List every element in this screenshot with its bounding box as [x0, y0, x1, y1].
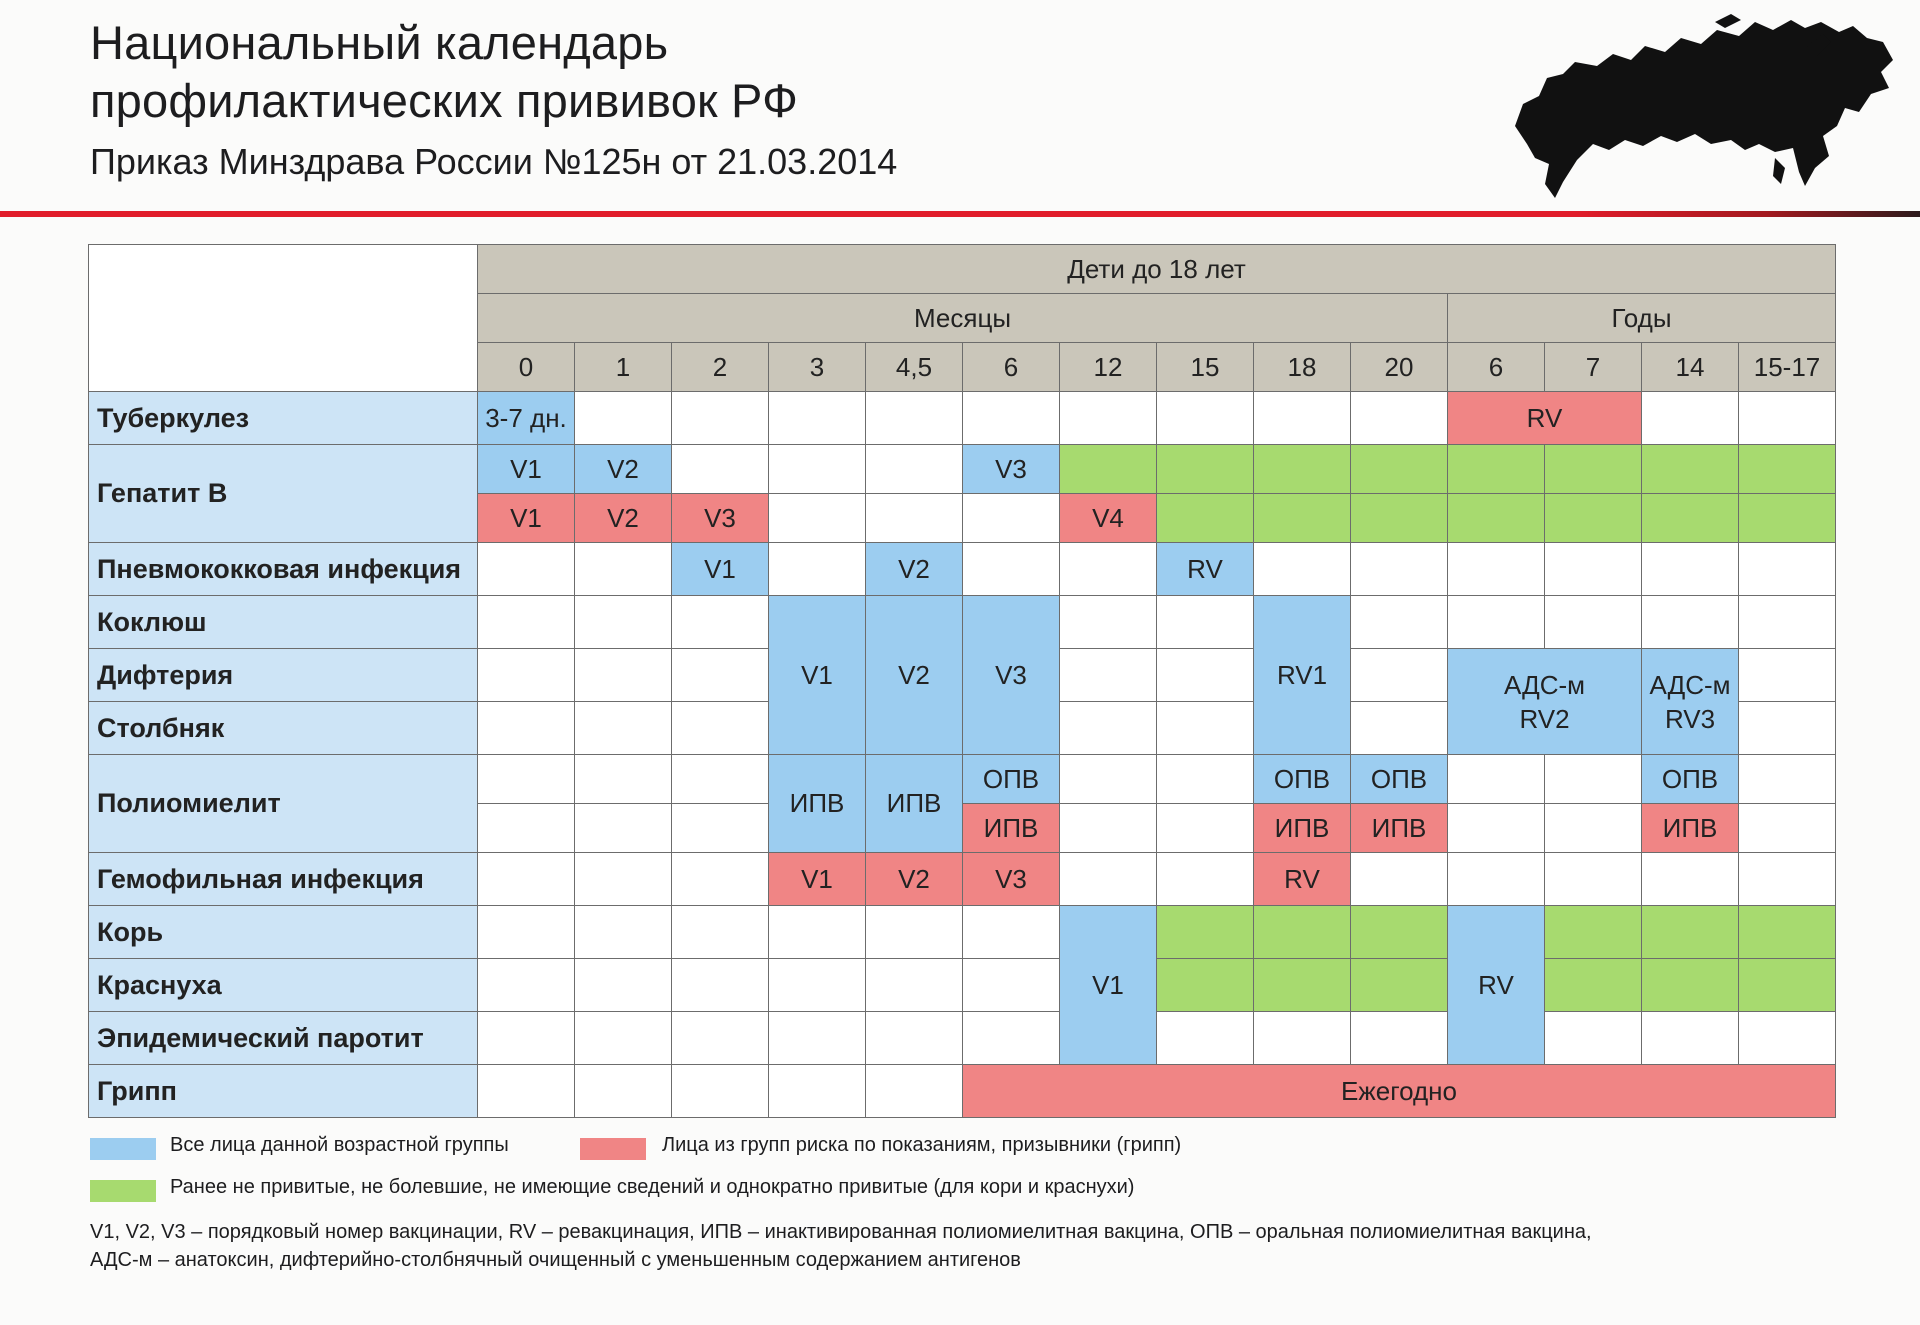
months-header: Месяцы [478, 294, 1448, 343]
schedule-cell [963, 494, 1060, 543]
schedule-cell [478, 906, 575, 959]
schedule-cell [1545, 543, 1642, 596]
schedule-cell: ОПВ [1642, 755, 1739, 804]
schedule-cell: Ежегодно [963, 1065, 1836, 1118]
schedule-cell: ОПВ [1254, 755, 1351, 804]
schedule-cell [1351, 853, 1448, 906]
schedule-cell [1060, 755, 1157, 804]
schedule-cell [1739, 1012, 1836, 1065]
schedule-cell [575, 906, 672, 959]
schedule-cell [1642, 494, 1739, 543]
schedule-cell [672, 702, 769, 755]
schedule-cell [1739, 959, 1836, 1012]
years-header: Годы [1448, 294, 1836, 343]
schedule-cell [1351, 906, 1448, 959]
schedule-cell [1448, 445, 1545, 494]
schedule-cell [1351, 494, 1448, 543]
schedule-cell [1060, 649, 1157, 702]
schedule-cell [1545, 1012, 1642, 1065]
schedule-cell [1545, 445, 1642, 494]
schedule-cell [866, 906, 963, 959]
schedule-cell [1642, 853, 1739, 906]
schedule-cell [672, 1065, 769, 1118]
schedule-cell [478, 1065, 575, 1118]
schedule-cell [575, 702, 672, 755]
schedule-cell [478, 543, 575, 596]
legend-swatch-blue [90, 1138, 156, 1160]
disease-label-tuberculosis: Туберкулез [89, 392, 478, 445]
schedule-cell [1545, 596, 1642, 649]
age-col-header: 6 [963, 343, 1060, 392]
disease-label-tetanus: Столбняк [89, 702, 478, 755]
schedule-cell: ИПВ [963, 804, 1060, 853]
schedule-cell: V3 [672, 494, 769, 543]
schedule-cell [866, 959, 963, 1012]
age-col-header: 3 [769, 343, 866, 392]
schedule-cell [1351, 596, 1448, 649]
schedule-cell [1254, 543, 1351, 596]
schedule-cell [575, 543, 672, 596]
schedule-cell [866, 1012, 963, 1065]
schedule-cell [1351, 649, 1448, 702]
schedule-cell: RV [1448, 392, 1642, 445]
schedule-cell [478, 649, 575, 702]
age-col-header: 15 [1157, 343, 1254, 392]
disease-label-rubella: Краснуха [89, 959, 478, 1012]
age-col-header: 12 [1060, 343, 1157, 392]
schedule-cell: V2 [575, 494, 672, 543]
schedule-cell [1545, 494, 1642, 543]
schedule-cell [1060, 392, 1157, 445]
page-title-line-1: Национальный календарь [90, 16, 669, 69]
schedule-cell [1448, 804, 1545, 853]
schedule-cell [1739, 906, 1836, 959]
schedule-cell [1545, 906, 1642, 959]
schedule-cell [1351, 702, 1448, 755]
schedule-cell [866, 494, 963, 543]
schedule-cell [1060, 596, 1157, 649]
schedule-cell [478, 596, 575, 649]
schedule-cell [1642, 445, 1739, 494]
schedule-cell: ИПВ [1254, 804, 1351, 853]
schedule-cell: RV [1157, 543, 1254, 596]
schedule-cell: V3 [963, 445, 1060, 494]
schedule-cell [1739, 853, 1836, 906]
schedule-cell [1254, 494, 1351, 543]
page-subtitle: Приказ Минздрава России №125н от 21.03.2014 [90, 141, 898, 182]
page-title-line-2: профилактических прививок РФ [90, 74, 799, 127]
schedule-cell: V2 [866, 853, 963, 906]
schedule-cell [1739, 702, 1836, 755]
schedule-cell: V1 [478, 494, 575, 543]
schedule-cell [1545, 959, 1642, 1012]
table-corner [89, 245, 478, 392]
schedule-cell [478, 1012, 575, 1065]
schedule-cell [672, 853, 769, 906]
schedule-cell [1448, 596, 1545, 649]
schedule-cell [1060, 702, 1157, 755]
schedule-cell [1448, 543, 1545, 596]
disease-label-hib: Гемофильная инфекция [89, 853, 478, 906]
disease-label-polio: Полиомиелит [89, 755, 478, 853]
schedule-cell: V3 [963, 596, 1060, 755]
schedule-cell [1545, 755, 1642, 804]
schedule-cell [672, 755, 769, 804]
schedule-cell [1060, 804, 1157, 853]
schedule-cell: V1 [1060, 906, 1157, 1065]
schedule-cell [575, 1012, 672, 1065]
age-col-header: 0 [478, 343, 575, 392]
schedule-cell [963, 959, 1060, 1012]
schedule-cell [478, 755, 575, 804]
schedule-cell [672, 649, 769, 702]
age-group-header: Дети до 18 лет [478, 245, 1836, 294]
schedule-cell: V2 [866, 543, 963, 596]
schedule-cell [769, 959, 866, 1012]
schedule-cell [1351, 1012, 1448, 1065]
schedule-cell: V2 [575, 445, 672, 494]
schedule-cell [1739, 755, 1836, 804]
schedule-cell: ИПВ [866, 755, 963, 853]
schedule-cell [1157, 755, 1254, 804]
schedule-cell [1157, 804, 1254, 853]
schedule-cell [1060, 853, 1157, 906]
schedule-cell [1448, 494, 1545, 543]
schedule-cell [769, 543, 866, 596]
schedule-cell [1254, 1012, 1351, 1065]
schedule-cell [1157, 1012, 1254, 1065]
schedule-cell [1739, 804, 1836, 853]
schedule-cell [769, 392, 866, 445]
schedule-cell [1351, 392, 1448, 445]
schedule-cell [1254, 392, 1351, 445]
schedule-cell [672, 1012, 769, 1065]
schedule-cell [575, 596, 672, 649]
age-col-header: 4,5 [866, 343, 963, 392]
vaccination-schedule-table [88, 244, 1836, 1118]
disease-label-hepatitis-b: Гепатит В [89, 445, 478, 543]
schedule-cell: ИПВ [1642, 804, 1739, 853]
age-col-header: 1 [575, 343, 672, 392]
schedule-cell: RV [1448, 906, 1545, 1065]
schedule-cell [1351, 445, 1448, 494]
schedule-cell [1545, 804, 1642, 853]
schedule-cell [866, 392, 963, 445]
schedule-cell: ОПВ [1351, 755, 1448, 804]
schedule-cell [1157, 702, 1254, 755]
schedule-cell [1642, 959, 1739, 1012]
age-col-header: 18 [1254, 343, 1351, 392]
age-col-header: 6 [1448, 343, 1545, 392]
schedule-cell [1254, 959, 1351, 1012]
schedule-cell [1739, 392, 1836, 445]
schedule-cell [769, 494, 866, 543]
schedule-cell [1157, 906, 1254, 959]
schedule-cell [575, 649, 672, 702]
schedule-cell [1739, 445, 1836, 494]
schedule-cell: V3 [963, 853, 1060, 906]
schedule-cell [963, 543, 1060, 596]
schedule-cell [575, 392, 672, 445]
schedule-cell [1351, 959, 1448, 1012]
schedule-cell: V1 [769, 596, 866, 755]
schedule-cell [1157, 596, 1254, 649]
age-col-header: 7 [1545, 343, 1642, 392]
age-col-header: 2 [672, 343, 769, 392]
schedule-cell [575, 804, 672, 853]
schedule-cell [1060, 543, 1157, 596]
schedule-cell: V4 [1060, 494, 1157, 543]
schedule-cell [866, 445, 963, 494]
disease-label-measles: Корь [89, 906, 478, 959]
legend [90, 1132, 1890, 1216]
schedule-cell [1157, 445, 1254, 494]
schedule-cell: V1 [672, 543, 769, 596]
schedule-cell: V1 [478, 445, 575, 494]
schedule-cell [478, 702, 575, 755]
schedule-cell: ИПВ [1351, 804, 1448, 853]
schedule-cell [1157, 853, 1254, 906]
disease-label-mumps: Эпидемический паротит [89, 1012, 478, 1065]
schedule-cell [1642, 543, 1739, 596]
schedule-cell [963, 392, 1060, 445]
schedule-cell: V1 [769, 853, 866, 906]
schedule-cell [1157, 649, 1254, 702]
legend-row [90, 1174, 1890, 1216]
schedule-cell [769, 1065, 866, 1118]
schedule-cell [1157, 494, 1254, 543]
schedule-cell [1351, 543, 1448, 596]
note-line: АДС-м – анатоксин, дифтерийно-столбнячный очищенный с уменьшенным содержанием антигенов [90, 1249, 1021, 1271]
schedule-cell [575, 755, 672, 804]
age-col-header: 20 [1351, 343, 1448, 392]
schedule-cell [769, 906, 866, 959]
schedule-cell [1739, 649, 1836, 702]
disease-label-flu: Грипп [89, 1065, 478, 1118]
legend-swatch-green [90, 1180, 156, 1202]
schedule-cell: АДС-м RV2 [1448, 649, 1642, 755]
disease-label-pneumococcal: Пневмококковая инфекция [89, 543, 478, 596]
note-line: V1, V2, V3 – порядковый номер вакцинации, RV – ревакцинация, ИПВ – инактивированная полиомиелитная вакцина, ОПВ – оральная полиомиелитная вакцина, [90, 1221, 1592, 1243]
schedule-cell [1739, 543, 1836, 596]
disease-label-pertussis: Коклюш [89, 596, 478, 649]
russia-map-icon [1505, 8, 1900, 208]
legend-row [90, 1132, 1890, 1174]
schedule-cell [769, 1012, 866, 1065]
schedule-cell [1157, 392, 1254, 445]
schedule-cell: 3-7 дн. [478, 392, 575, 445]
schedule-cell [478, 853, 575, 906]
schedule-cell [1448, 755, 1545, 804]
abbreviations-note [90, 1218, 1592, 1274]
legend-text-green: Ранее не привитые, не болевшие, не имеющие сведений и однократно привитые (для кори и краснухи) [170, 1176, 1135, 1198]
schedule-cell: ОПВ [963, 755, 1060, 804]
schedule-cell: V2 [866, 596, 963, 755]
schedule-cell: АДС-м RV3 [1642, 649, 1739, 755]
schedule-cell [1739, 494, 1836, 543]
schedule-cell: RV1 [1254, 596, 1351, 755]
schedule-cell [478, 959, 575, 1012]
schedule-cell [672, 906, 769, 959]
legend-text-blue: Все лица данной возрастной группы [170, 1134, 509, 1156]
schedule-cell [1254, 906, 1351, 959]
schedule-cell [672, 445, 769, 494]
age-col-header: 14 [1642, 343, 1739, 392]
schedule-cell [478, 804, 575, 853]
schedule-cell [1060, 445, 1157, 494]
schedule-cell [1157, 959, 1254, 1012]
schedule-cell: RV [1254, 853, 1351, 906]
legend-text-red: Лица из групп риска по показаниям, призывники (грипп) [662, 1134, 1182, 1156]
schedule-cell [672, 959, 769, 1012]
schedule-cell [1642, 1012, 1739, 1065]
header-divider [0, 211, 1920, 217]
legend-swatch-red [580, 1138, 646, 1160]
schedule-cell [672, 596, 769, 649]
schedule-cell [575, 959, 672, 1012]
schedule-cell [672, 392, 769, 445]
schedule-cell [769, 445, 866, 494]
schedule-cell [1642, 392, 1739, 445]
disease-label-diphtheria: Дифтерия [89, 649, 478, 702]
schedule-cell [1739, 596, 1836, 649]
schedule-cell [672, 804, 769, 853]
header [90, 14, 897, 190]
schedule-cell [1642, 596, 1739, 649]
schedule-cell [866, 1065, 963, 1118]
schedule-cell [575, 853, 672, 906]
schedule-cell: ИПВ [769, 755, 866, 853]
schedule-cell [963, 1012, 1060, 1065]
schedule-cell [1254, 445, 1351, 494]
schedule-cell [963, 906, 1060, 959]
age-col-header: 15-17 [1739, 343, 1836, 392]
schedule-cell [575, 1065, 672, 1118]
schedule-cell [1448, 853, 1545, 906]
schedule-cell [1642, 906, 1739, 959]
schedule-cell [1545, 853, 1642, 906]
